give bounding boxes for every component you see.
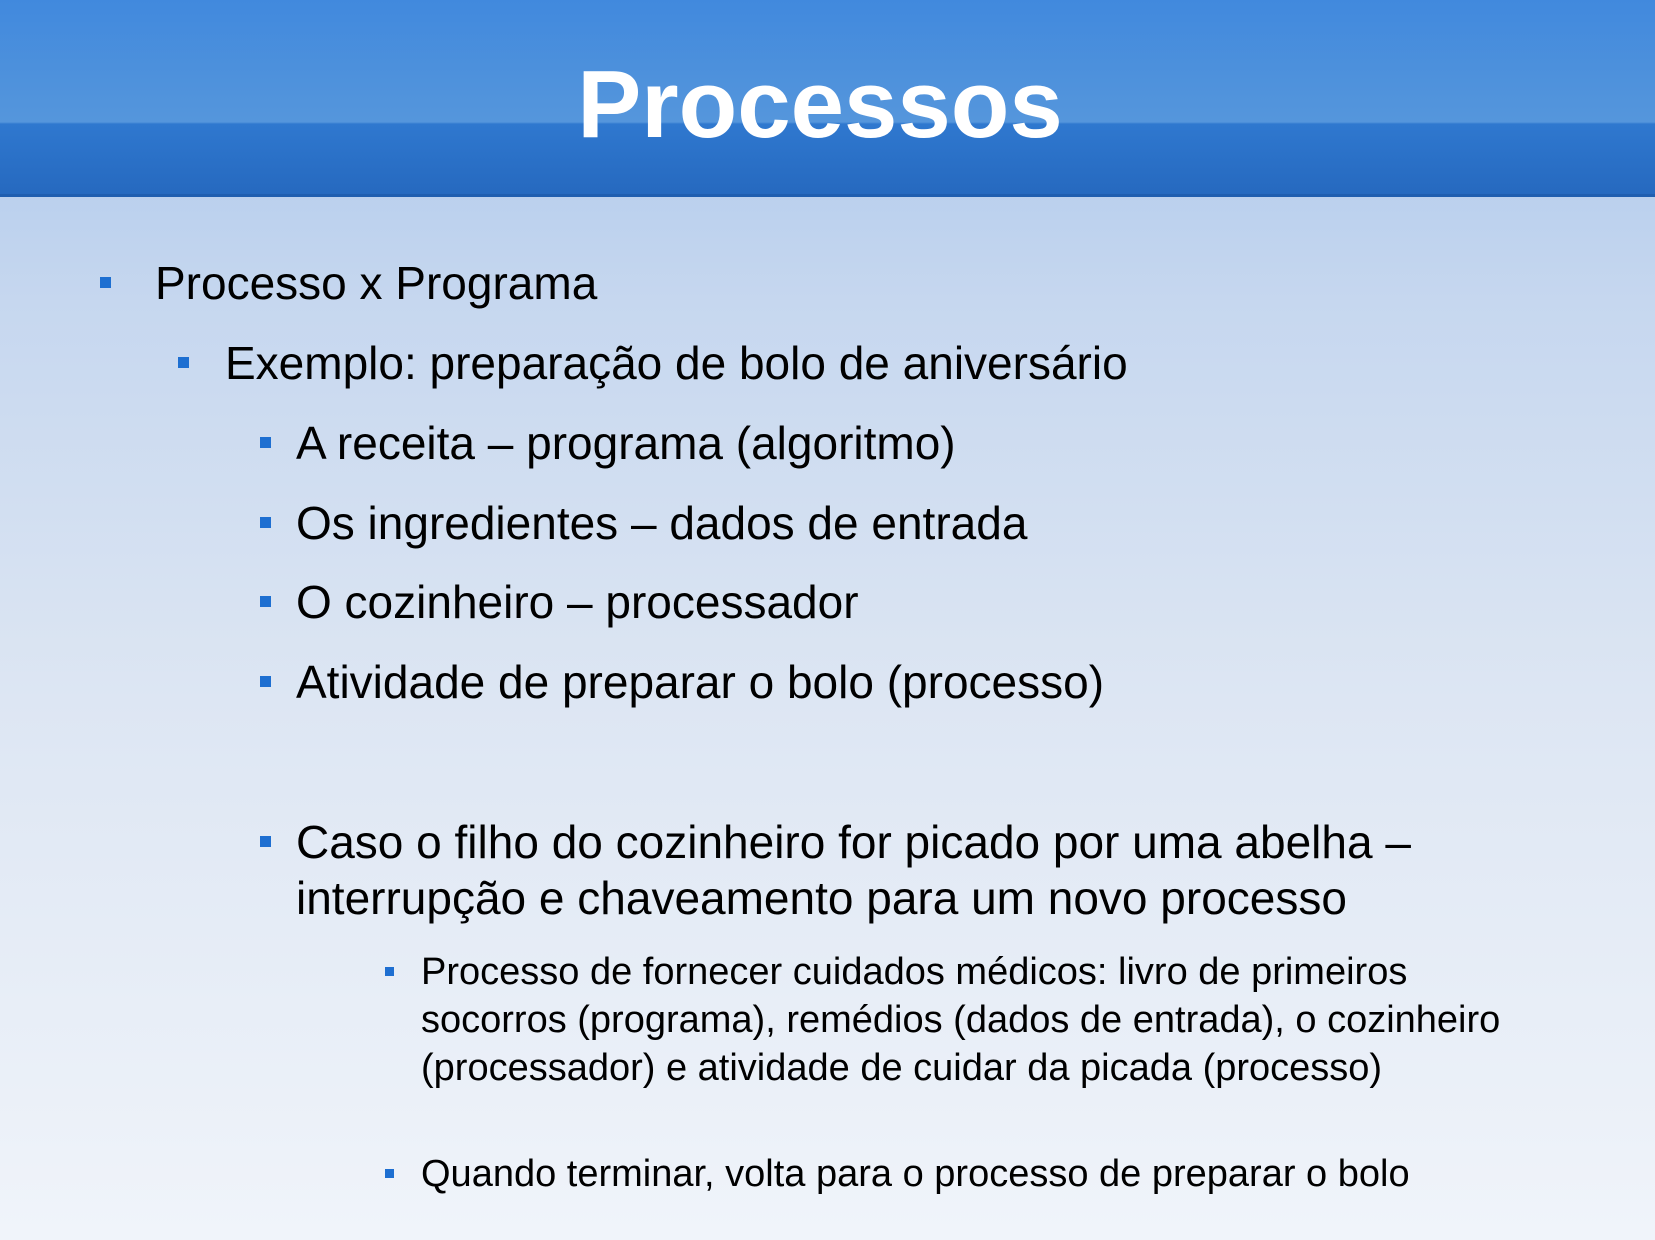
bullet-text: A receita – programa (algoritmo): [296, 417, 956, 469]
bullet-text: Quando terminar, volta para o processo de preparar o bolo: [421, 1153, 1410, 1195]
square-bullet-icon: [100, 277, 111, 288]
header-divider: [0, 194, 1655, 197]
square-bullet-icon: [260, 596, 271, 607]
square-bullet-icon: [385, 967, 394, 976]
bullet-text: Processo x Programa: [155, 257, 598, 309]
bullet-item-level-1: [155, 255, 1555, 311]
square-bullet-icon: [260, 437, 271, 448]
bullet-text: Caso o filho do cozinheiro for picado por uma abelha – interrupção e chaveamento para um novo processo: [296, 816, 1411, 924]
bullet-item-level-2: [225, 335, 1575, 391]
square-bullet-icon: [178, 357, 189, 368]
square-bullet-icon: [260, 836, 271, 847]
bullet-item-level-3: [296, 814, 1566, 926]
square-bullet-icon: [260, 676, 271, 687]
bullet-item-level-4: [421, 948, 1561, 1092]
bullet-text: Processo de fornecer cuidados médicos: livro de primeiros socorros (programa), remédios (dados de entrada), o cozinheiro (processador) e atividade de cuidar da picada (processo): [421, 951, 1501, 1089]
bullet-item-level-3: [296, 415, 1596, 471]
bullet-text: Os ingredientes – dados de entrada: [296, 497, 1028, 549]
square-bullet-icon: [260, 517, 271, 528]
bullet-item-level-3: [296, 495, 1596, 551]
bullet-item-level-3: [296, 654, 1596, 710]
bullet-item-level-3: [296, 574, 1596, 630]
square-bullet-icon: [385, 1169, 394, 1178]
bullet-text: Atividade de preparar o bolo (processo): [296, 656, 1105, 708]
bullet-text: O cozinheiro – processador: [296, 576, 859, 628]
bullet-text: Exemplo: preparação de bolo de aniversário: [225, 337, 1128, 389]
bullet-item-level-4: [421, 1150, 1601, 1198]
slide-title: Processos: [577, 51, 1063, 158]
